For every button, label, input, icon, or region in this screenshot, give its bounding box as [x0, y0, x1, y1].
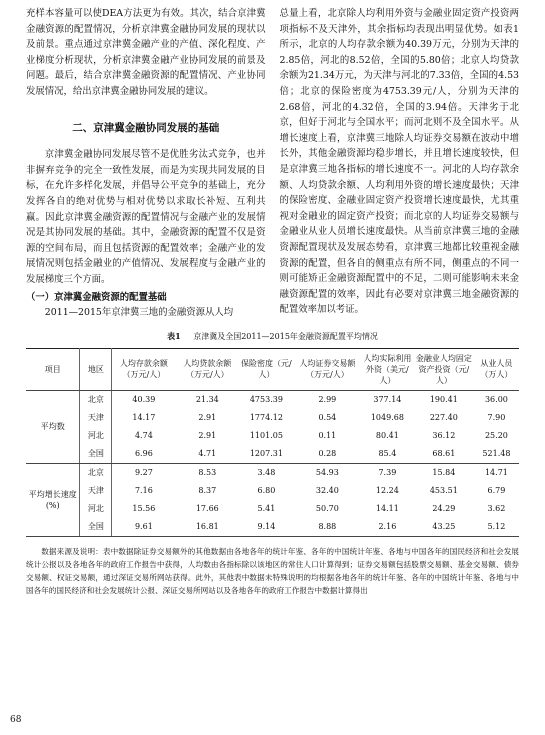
value-cell: 4.71 [176, 445, 239, 464]
table-row [26, 500, 519, 518]
table-row [26, 427, 519, 445]
intro-continuation: 充样本容量可以使DEA方法更为有效。其次，结合京津冀金融资源的配置情况，分析京津冀金融协同发展的现状以及前景。重点通过京津冀金融产业的产值、深化程度、产业梯度分析现状，分析京津冀金融产业协同发展的前景及问题。最后，结合京津冀金融资源的配置情况、产业协同发展情况，给出京津冀金融协同发展的建议。 [26, 8, 266, 97]
region-cell: 全国 [80, 518, 112, 537]
region-cell: 天津 [80, 482, 112, 500]
value-cell: 0.11 [318, 431, 337, 441]
value-cell: 8.88 [294, 518, 361, 537]
value-cell: 6.80 [257, 486, 276, 496]
table-header-row [26, 348, 519, 390]
value-cell: 377.14 [373, 395, 402, 405]
value-cell: 21.34 [195, 395, 219, 405]
value-cell: 4753.39 [249, 395, 283, 405]
value-cell: 36.12 [432, 431, 456, 441]
table-title: 京津冀及全国2011—2015年金融资源配置平均情况 [193, 331, 378, 341]
table-row [26, 518, 519, 537]
body-paragraph-2: 2011—2015年京津冀三地的金融资源从人均 [44, 307, 234, 319]
value-cell: 2.91 [198, 413, 217, 423]
value-cell: 3.48 [257, 468, 276, 478]
value-cell: 85.4 [361, 445, 414, 464]
value-cell: 14.71 [484, 468, 508, 478]
value-cell: 2.91 [198, 431, 217, 441]
value-cell: 12.24 [375, 486, 399, 496]
value-cell: 8.53 [198, 468, 217, 478]
value-cell: 8.37 [198, 486, 217, 496]
value-cell: 43.25 [414, 518, 474, 537]
region-cell: 河北 [80, 500, 112, 518]
header-loan: 人均贷款余额（万元/人） [176, 348, 239, 390]
value-cell: 50.70 [315, 504, 339, 514]
value-cell: 17.66 [195, 504, 219, 514]
value-cell: 2.99 [318, 395, 337, 405]
value-cell: 3.62 [487, 504, 506, 514]
value-cell: 2.16 [361, 518, 414, 537]
table-caption [26, 331, 519, 342]
value-cell: 190.41 [429, 395, 458, 405]
table-row [26, 409, 519, 427]
table-body [26, 390, 519, 536]
value-cell: 1207.31 [239, 445, 294, 464]
body-paragraph-1: 京津冀金融协同发展尽管不是优胜劣汰式竞争，也并非摒弃竞争的完全一致性发展，而是为实现共同发展的目标，在允许多样化发展，并倡导公平竞争的基础上，充分发挥各自的绝对优势与相对优势以求取长补短、互利共赢。因此京津冀金融资源的配置情况与金融产业的发展情况是其协同发展的基础。其中，金融资源的配置不仅是资源的空间布局，而且包括资源的配置效率；金融产业的发展情况则包括金融业的产值情况、发展程度与金融产业的发展梯度三个方面。 [26, 149, 266, 285]
value-cell: 6.79 [487, 486, 506, 496]
value-cell: 4.74 [134, 431, 153, 441]
value-cell: 1774.12 [249, 413, 283, 423]
value-cell: 15.56 [132, 504, 156, 514]
value-cell: 5.12 [474, 518, 519, 537]
header-deposit: 人均存款余额（万元/人） [112, 348, 176, 390]
region-cell: 天津 [80, 409, 112, 427]
region-cell: 全国 [80, 445, 112, 464]
table-notes [26, 545, 519, 597]
header-fdi: 人均实际利用外资（美元/人） [361, 348, 414, 390]
value-cell: 54.93 [315, 468, 339, 478]
value-cell: 6.96 [112, 445, 176, 464]
value-cell: 80.41 [375, 431, 399, 441]
value-cell: 7.16 [134, 486, 153, 496]
value-cell: 0.28 [294, 445, 361, 464]
value-cell: 1049.68 [370, 413, 404, 423]
value-cell: 521.48 [474, 445, 519, 464]
header-employees: 从业人员（万人） [474, 348, 519, 390]
header-securities: 人均证券交易额（万元/人） [294, 348, 361, 390]
value-cell: 0.54 [318, 413, 337, 423]
two-column-body [26, 6, 519, 321]
value-cell: 40.39 [132, 395, 156, 405]
value-cell: 9.61 [112, 518, 176, 537]
value-cell: 68.61 [414, 445, 474, 464]
value-cell: 32.40 [315, 486, 339, 496]
region-cell: 北京 [80, 463, 112, 482]
notes-text: 数据来源及说明：表中数据除证券交易额外的其他数据由各地各年的统计年鉴、各年的中国统计年鉴、各地与中国各年的国民经济和社会发展统计公报以及各地各年的政府工作报告中获得，人均数由各指标除以该地区的常住人口计算得到；证券交易额包括股票交易额、基金交易额、债券交易额、权证交易额，通过深证交易所网站获得。此外，其他表中数据未特殊说明的均根据各地各年的统计年鉴、各年的中国统计年鉴、各地与中国各年的国民经济和社会发展统计公报、深证交易所网站以及各地各年的政府工作报告中数据计算得出 [26, 546, 519, 595]
value-cell: 24.29 [432, 504, 456, 514]
region-cell: 北京 [80, 390, 112, 409]
value-cell: 36.00 [484, 395, 508, 405]
value-cell: 14.11 [375, 504, 399, 514]
region-cell: 河北 [80, 427, 112, 445]
value-cell: 14.17 [132, 413, 156, 423]
value-cell: 9.14 [239, 518, 294, 537]
value-cell: 453.51 [429, 486, 458, 496]
header-region: 地区 [80, 348, 112, 390]
table-row [26, 463, 519, 482]
header-item: 项目 [26, 348, 80, 390]
value-cell: 5.41 [257, 504, 276, 514]
right-column [280, 6, 520, 321]
value-cell: 227.40 [429, 413, 458, 423]
table-number: 表1 [167, 330, 181, 341]
value-cell: 15.84 [432, 468, 456, 478]
header-insurance: 保险密度（元/人） [239, 348, 294, 390]
left-column [26, 6, 266, 321]
value-cell: 9.27 [134, 468, 153, 478]
table-row [26, 445, 519, 464]
value-cell: 7.39 [378, 468, 397, 478]
group-label: 平均数 [26, 390, 80, 463]
group-label: 平均增长速度(%) [26, 463, 80, 536]
section-heading: 二、京津冀金融协同发展的基础 [72, 121, 220, 134]
value-cell: 25.20 [484, 431, 508, 441]
finance-resource-table [26, 348, 519, 537]
right-paragraph: 总量上看，北京除人均利用外资与金融业固定资产投资两项指标不及天津外，其余指标均表现出明显优势。如表1所示，北京的人均存款余额为40.39万元，分别为天津的2.85倍，河北的8.52倍，全国的5.80倍；北京人均贷款余额为21.34万元，为天津与河北的7.33倍，全国的4.53倍；北京的保险密度为4753.39元/人，分别为天津的2.68倍，河北的4.32倍，全国的3.94倍。天津劣于北京，但好于河北与全国水平；而河北则不及全国水平。从增长速度上看，京津冀三地除人均证券交易额在波动中增长外，其他金融资源均稳步增长，并且增长速度较快，但是京津冀三地各指标的增长速度不一。河北的人均存款余额、人均贷款余额、人均利用外资的增长速度最快；天津的保险密度、金融业固定资产投资增长速度最快，尤其重视对金融业的固定资产投资；而北京的人均证券交易额与金融业从业人员增长速度最快。从当前京津冀三地的金融资源配置现状及发展态势看，京津冀三地都比较重视金融资源的配置，但各自的侧重点有所不同，侧重点的不同一则可能矫正金融资源配置中的不足，二则可能影响未来金融资源配置的效率，因此有必要对京津冀三地金融资源的配置效率加以考证。 [279, 8, 519, 316]
value-cell: 7.90 [487, 413, 506, 423]
header-fixed-invest: 金融业人均固定资产投资（元/人） [414, 348, 474, 390]
subsection-heading: （一）京津冀金融资源的配置基础 [26, 291, 167, 303]
table-row [26, 482, 519, 500]
value-cell: 16.81 [176, 518, 239, 537]
table-row [26, 390, 519, 409]
value-cell: 1101.05 [249, 431, 283, 441]
page-number: 68 [10, 715, 22, 725]
